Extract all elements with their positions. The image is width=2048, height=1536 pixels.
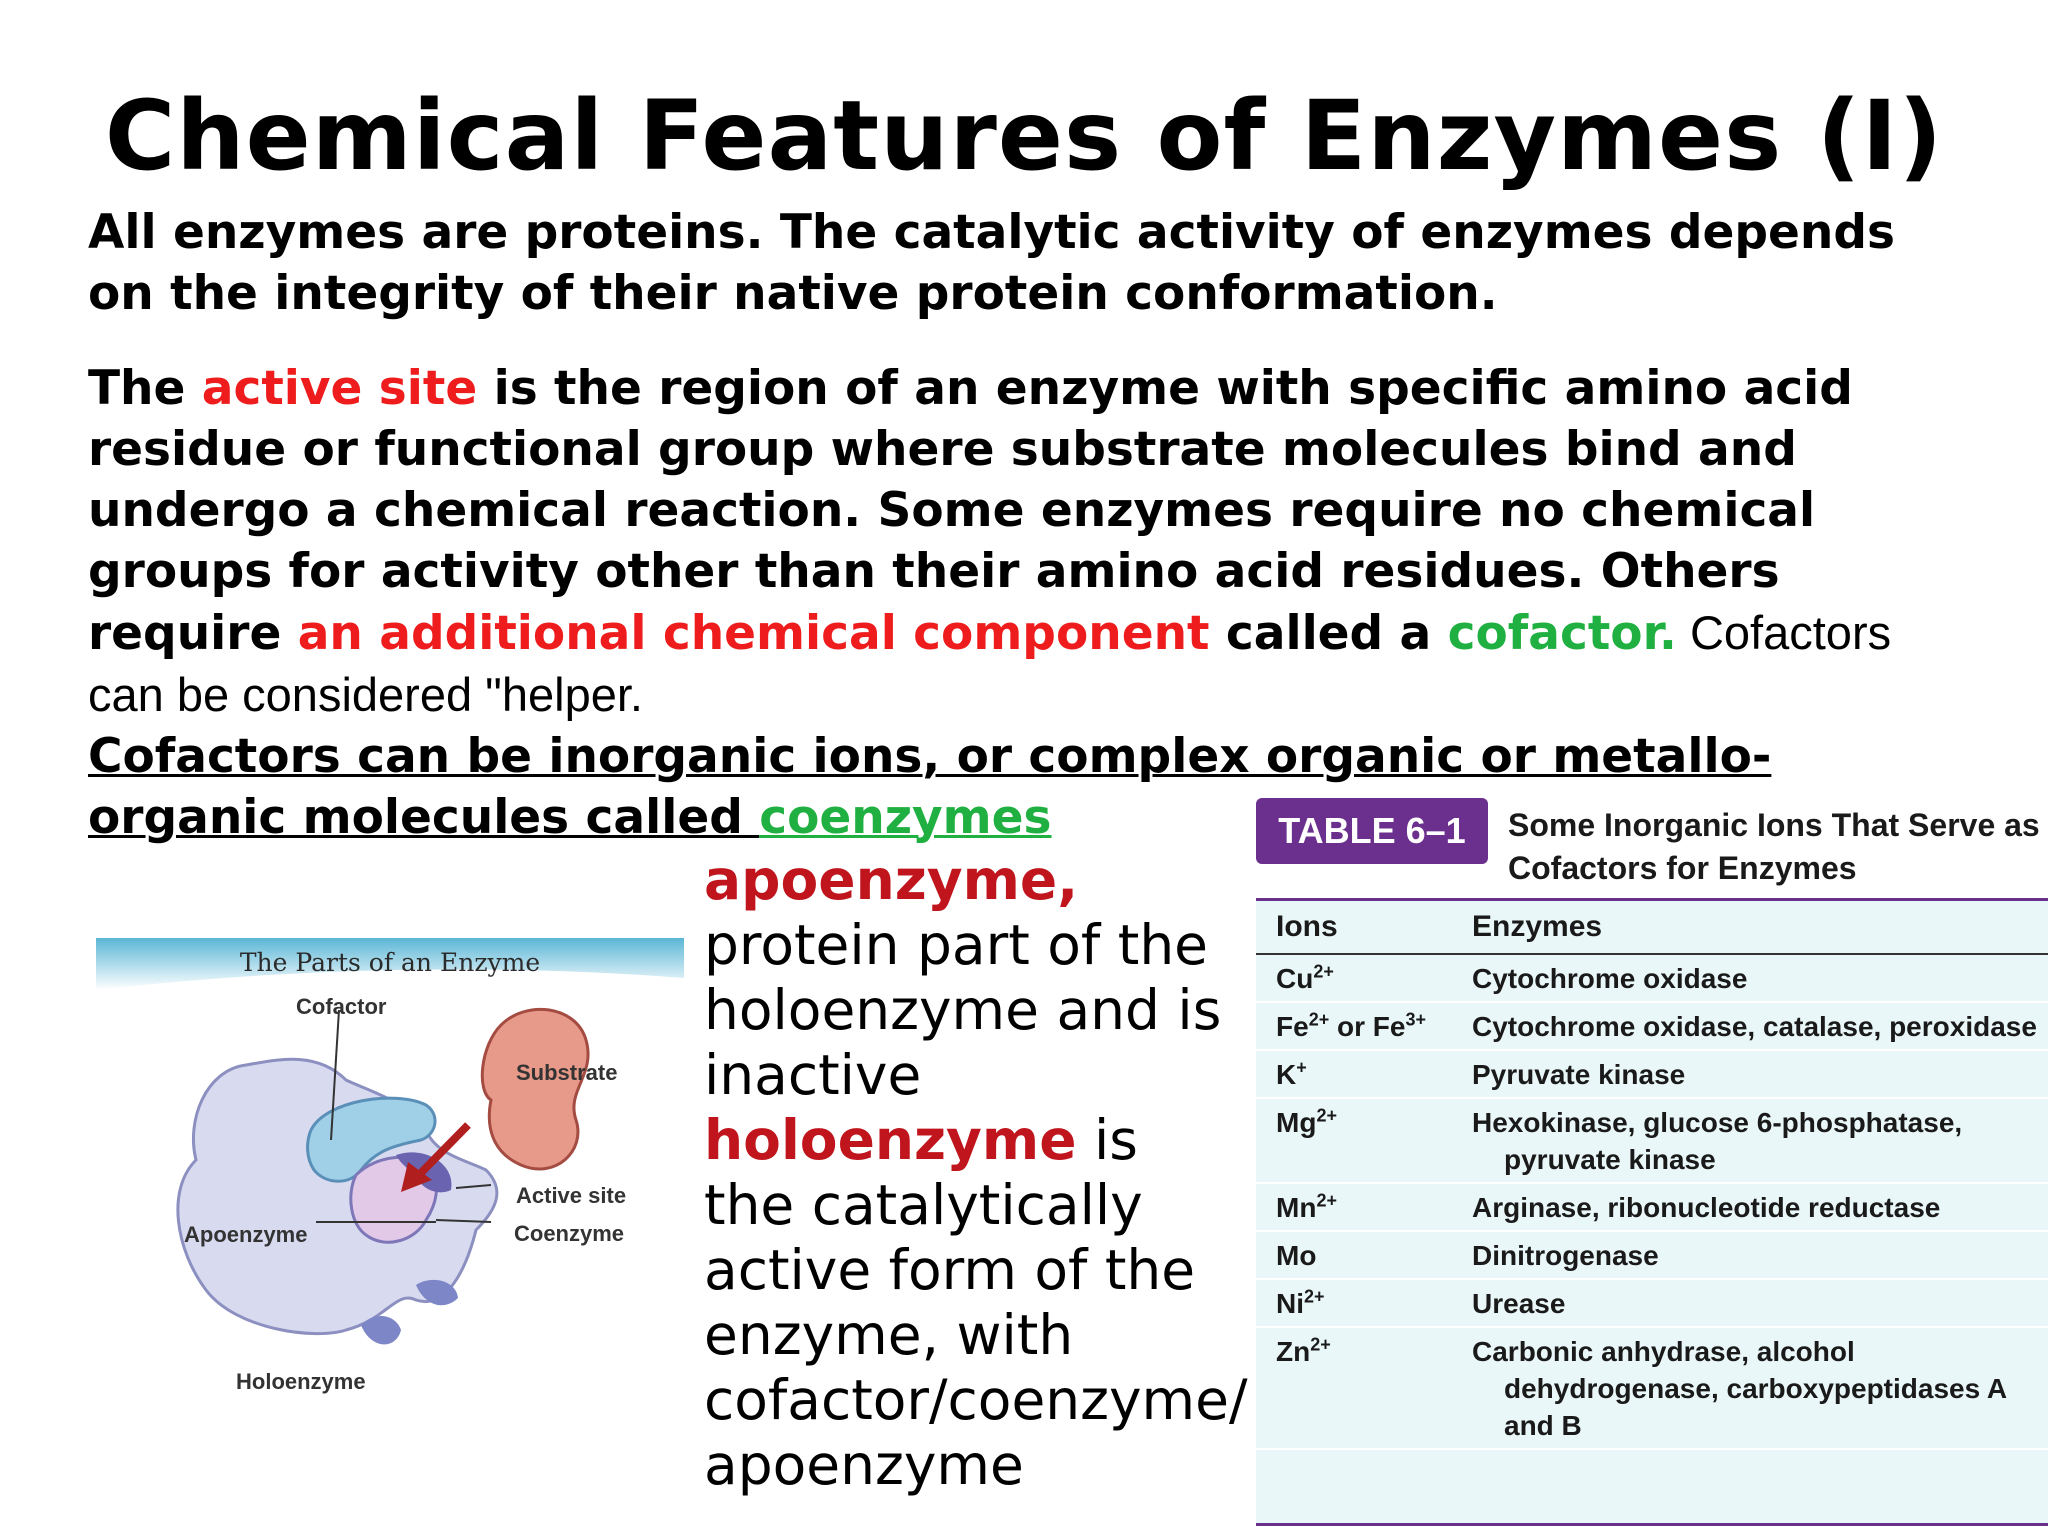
enzyme-names: Carbonic anhydrase, alcohol dehydrogenase, carboxypeptidases A and B (1472, 1336, 2007, 1441)
enzyme-names: Arginase, ribonucleotide reductase (1472, 1192, 1941, 1223)
enzyme-definitions (704, 848, 1248, 1498)
ion-symbol: Cu (1276, 963, 1314, 994)
table-rows (1256, 955, 2048, 1450)
table-row (1256, 1328, 2048, 1450)
ion-charge: 2+ (1310, 1334, 1331, 1355)
text-span: is the region of an enzyme with specific amino acid residue or functional group where substrate molecules bind and undergo a chemical reaction. Some enzymes require no chemical groups for activity other than their amino acid residues. Others require (88, 361, 1853, 661)
cofactor-label: Cofactor (296, 994, 387, 1019)
ion-cell (1256, 1189, 1472, 1226)
enzyme-cell (1472, 1285, 2048, 1322)
figure-title: The Parts of an Enzyme (239, 948, 541, 977)
ion-symbol: Ni (1276, 1288, 1304, 1319)
enzyme-names: Dinitrogenase (1472, 1240, 1659, 1271)
apoenzyme-definition: protein part of the holoenzyme and is inactive (704, 913, 1222, 1107)
ion-symbol: Fe (1276, 1011, 1309, 1042)
substrate-label: Substrate (516, 1060, 618, 1085)
ion-charge: 2+ (1316, 1190, 1337, 1211)
enzyme-names: Urease (1472, 1288, 1566, 1319)
enzyme-names: Cytochrome oxidase (1472, 963, 1748, 994)
ion-cell (1256, 960, 1472, 997)
table-header-row (1256, 901, 2048, 955)
coenzymes-term: coenzymes (759, 790, 1052, 845)
ion-charge: 2+ (1313, 961, 1334, 982)
ion-symbol: Mn (1276, 1192, 1317, 1223)
table-row (1256, 1051, 2048, 1099)
substrate-shape (482, 1009, 588, 1169)
ion-cell (1256, 1285, 1472, 1322)
page-title: Chemical Features of Enzymes (I) (104, 80, 1944, 192)
ion-charge: 2+ (1304, 1286, 1325, 1307)
table-row (1256, 1099, 2048, 1184)
ion-cell (1256, 1104, 1472, 1178)
holoenzyme-term: holoenzyme (704, 1108, 1077, 1172)
helper-text: Cofactors can be considered "helper. (88, 606, 1892, 721)
enzyme-cell (1472, 1056, 2048, 1093)
ion-symbol: Zn (1276, 1336, 1311, 1367)
enzyme-cell (1472, 1104, 2048, 1178)
enzyme-names: Cytochrome oxidase, catalase, peroxidase (1472, 1011, 2037, 1042)
enzyme-names: Pyruvate kinase (1472, 1059, 1686, 1090)
table-row (1256, 1280, 2048, 1328)
holoenzyme-definition: is the catalytically active form of the enzyme, with cofactor/coenzyme/ apoenzyme (704, 1108, 1248, 1497)
table-row (1256, 1232, 2048, 1280)
table-row (1256, 1003, 2048, 1051)
ion-alt-charge: 3+ (1405, 1009, 1426, 1030)
table-body (1256, 898, 2048, 1526)
enzyme-cell (1472, 1008, 2048, 1045)
enzyme-cell (1472, 960, 2048, 997)
text-span: called a (1209, 606, 1448, 661)
header-ions: Ions (1276, 910, 1338, 943)
enzyme-cell (1472, 1237, 2048, 1274)
enzyme-cell (1472, 1189, 2048, 1226)
ion-cell (1256, 1008, 1472, 1045)
ion-charge: 2+ (1316, 1105, 1337, 1126)
cofactor-ions-table (1256, 798, 2048, 1528)
enzyme-illustration (96, 930, 684, 1408)
apoenzyme-term: apoenzyme, (704, 848, 1079, 912)
intro-paragraph: All enzymes are proteins. The catalytic activity of enzymes depends on the integrity of their native protein conformation. (88, 205, 1895, 321)
ion-charge: + (1296, 1057, 1307, 1078)
enzyme-names: Hexokinase, glucose 6-phosphatase, pyruvate kinase (1472, 1107, 1963, 1175)
table-caption: Some Inorganic Ions That Serve as Cofactors for Enzymes (1508, 807, 2040, 886)
ion-symbol: Mo (1276, 1240, 1317, 1271)
ion-cell (1256, 1333, 1472, 1444)
ion-charge: 2+ (1308, 1009, 1330, 1030)
cofactor-definition: Cofactors can be inorganic ions, or complex organic or metallo-organic molecules called (88, 729, 1772, 845)
holoenzyme-label: Holoenzyme (236, 1369, 366, 1394)
ion-cell (1256, 1237, 1472, 1274)
active-site-label: Active site (516, 1183, 627, 1208)
table-badge: TABLE 6–1 (1256, 798, 1488, 864)
table-row (1256, 955, 2048, 1003)
ion-cell (1256, 1056, 1472, 1093)
text-span: The (88, 361, 202, 416)
enzyme-cell (1472, 1333, 2048, 1444)
table-row (1256, 1184, 2048, 1232)
apoenzyme-label: Apoenzyme (184, 1222, 308, 1247)
active-site-term: active site (201, 361, 478, 416)
ion-symbol: K (1276, 1059, 1297, 1090)
enzyme-parts-figure (96, 930, 684, 1408)
header-enzymes: Enzymes (1472, 910, 1603, 943)
ion-alt: or Fe (1329, 1011, 1406, 1042)
active-site-paragraph (88, 358, 1968, 848)
cofactor-term: cofactor. (1447, 606, 1677, 661)
additional-component-term: an additional chemical component (297, 606, 1210, 661)
coenzyme-label: Coenzyme (514, 1221, 625, 1246)
ion-symbol: Mg (1276, 1107, 1317, 1138)
